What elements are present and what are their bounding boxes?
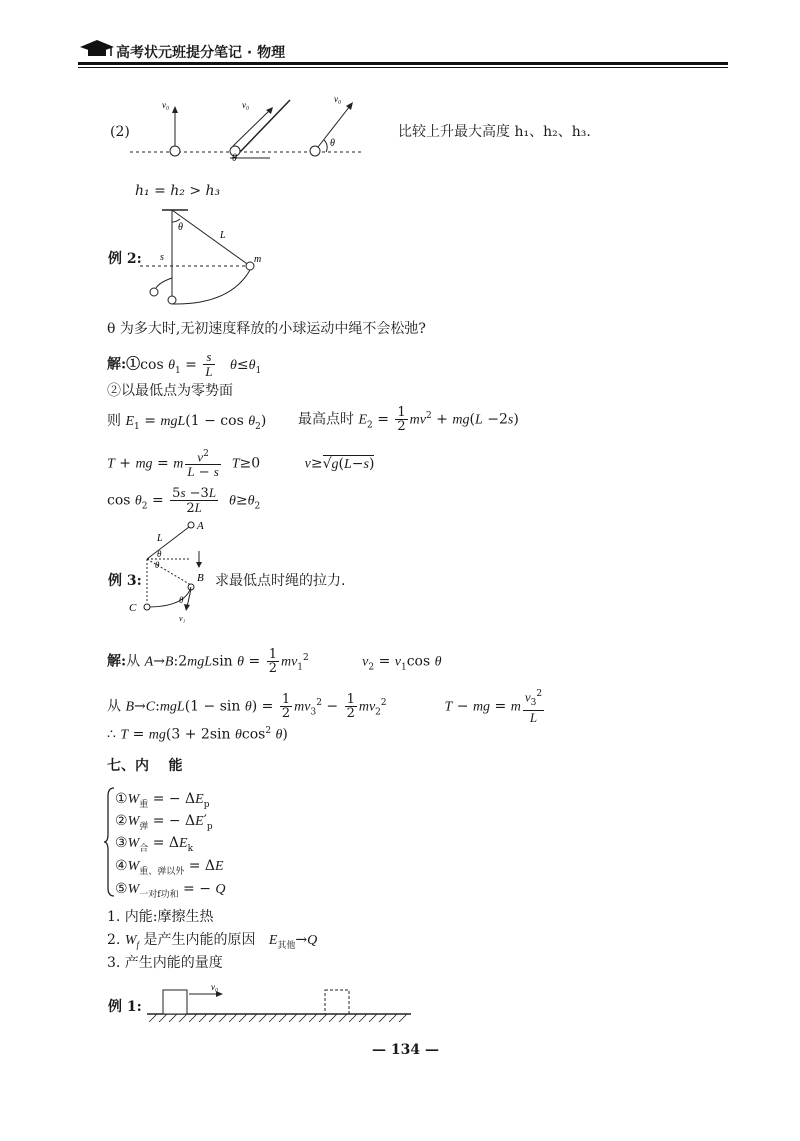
example-2-solution-2: ②以最低点为零势面 xyxy=(107,383,233,399)
example-2-label: 例 2: xyxy=(108,251,142,267)
note-3: 3. 产生内能的量度 xyxy=(107,955,223,971)
theta-label-3: θ xyxy=(330,138,335,149)
v0-label-2: v₀ xyxy=(242,100,250,110)
v0-label-ex1: v₀ xyxy=(211,982,219,992)
energy-relation-3: $③W_合 = \Delta E_k$ xyxy=(115,835,194,854)
rope-L-label-3: L xyxy=(157,533,163,544)
energy-relation-1: $①W_重$ = − $\Delta E_p$ xyxy=(115,791,210,810)
point-B-label: B xyxy=(197,572,204,584)
energy-relation-5: $⑤W_{一对f功和}$ = − Q xyxy=(115,881,226,900)
note-1: 1. 内能:摩擦生热 xyxy=(107,909,214,925)
section-2-label: (2) xyxy=(110,124,130,140)
header-rule-thin xyxy=(78,67,728,68)
v1-label: v₁ xyxy=(179,614,186,623)
s-label: s xyxy=(160,252,164,263)
mortarboard-logo-icon xyxy=(78,38,116,60)
example-3-question: 求最低点时绳的拉力. xyxy=(215,573,346,589)
example-3-label: 例 3: xyxy=(108,573,142,589)
page-number: — 134 — xyxy=(372,1042,439,1058)
energy-relation-2: $②W_弹$ = − $\Delta E'_p$ xyxy=(115,813,213,832)
height-result: h₁ = h₂ > h₃ xyxy=(135,183,221,199)
example-3-solution-3: ∴ T = mg(3 + 2sin θcos$^2$ θ) xyxy=(107,726,288,743)
mass-m-label: m xyxy=(254,254,262,265)
pendulum-release-figure xyxy=(125,515,215,625)
note-2: 2. $W_f$ 是产生内能的原因 $E_{其他}\to Q$ xyxy=(107,932,318,951)
header-title: 高考状元班提分笔记 · 物理 xyxy=(116,45,286,61)
theta-label-c: θ xyxy=(179,595,184,605)
theta-label-2: θ xyxy=(232,153,237,164)
example-3-solution-2: 从 B→C:mgL(1 − sin θ) = $\frac{1}{2}$ $mv_3^2$ − $\frac{1}{2}$ $mv_2^2$ T − mg = m $\frac{v_3^2}{L}$ xyxy=(107,689,543,725)
example-3-solution-1: 解:从 A→B:2mgLsin θ = $\frac{1}{2}$ $mv_1^2$ $v_2 = v_1\cos$ θ xyxy=(107,647,442,676)
v0-label-1: v₀ xyxy=(162,100,170,110)
example-1-label: 例 1: xyxy=(108,999,142,1015)
point-A-label: A xyxy=(197,520,204,532)
pendulum-figure xyxy=(140,200,280,310)
header-rule-thick xyxy=(78,62,728,65)
sliding-block-figure xyxy=(145,982,415,1026)
section-7-heading: 七、内 能 xyxy=(107,758,183,774)
rope-L-label: L xyxy=(220,230,226,241)
launch-angle-figure xyxy=(130,88,365,168)
theta-label-b: θ xyxy=(155,560,160,570)
theta-label-a: θ xyxy=(157,549,162,559)
example-2-question: θ 为多大时,无初速度释放的小球运动中绳不会松弛? xyxy=(107,321,426,337)
v0-label-3: v₀ xyxy=(334,94,342,104)
example-2-solution-3a: 则 $E_1 = mgL(1 - \cos \theta_2)$ xyxy=(107,413,267,432)
compare-heights-text: 比较上升最大高度 h₁、h₂、h₃. xyxy=(398,124,591,140)
point-C-label: C xyxy=(129,602,137,614)
example-2-solution-1: 解:①cos $\theta_1$ = $\frac{s}{L}$ $\theta\le\theta_1$ xyxy=(107,349,262,379)
example-2-solution-5: $\cos \theta_2$ = $\frac{5s -3L}{2L}$ $\theta\ge\theta_2$ xyxy=(107,485,261,516)
energy-relation-4: $④W_{重、弹以外} = \Delta E$ xyxy=(115,858,224,877)
example-2-solution-4: T + mg = m $\frac{v^2}{L - s}$ T≥0 v≥√g(L−s) xyxy=(107,449,375,481)
example-2-solution-3b: 最高点时 $E_2$ = $\frac{1}{2}$ $mv^2 + mg(L -2s)$ xyxy=(298,405,519,434)
theta-label: θ xyxy=(178,222,183,233)
